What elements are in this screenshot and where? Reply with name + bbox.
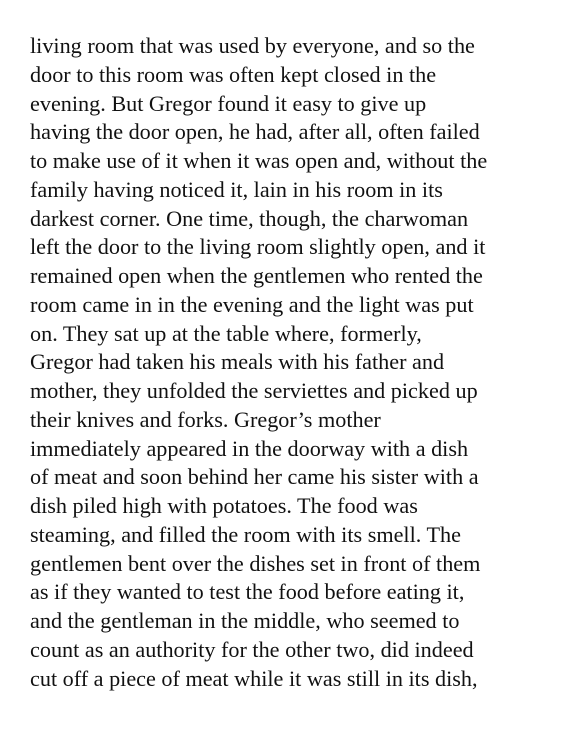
- document-page: [30, 32, 560, 693]
- text-line: Gregor had taken his meals with his father and: [30, 349, 445, 375]
- text-line: immediately appeared in the doorway with a dish: [30, 435, 469, 461]
- text-line: gentlemen bent over the dishes set in front of them: [30, 550, 481, 576]
- text-line: as if they wanted to test the food before eating it,: [30, 579, 465, 605]
- text-line: room came in in the evening and the light was put: [30, 291, 474, 317]
- text-line: door to this room was often kept closed in the: [30, 61, 437, 87]
- text-line: their knives and forks. Gregor’s mother: [30, 406, 381, 432]
- text-line: and the gentleman in the middle, who seemed to: [30, 608, 460, 633]
- text-line: count as an authority for the other two, did indeed: [30, 636, 474, 662]
- body-text: [30, 32, 560, 693]
- text-line: remained open when the gentlemen who rented the: [30, 263, 483, 288]
- text-line: mother, they unfolded the serviettes and picked up: [30, 378, 478, 403]
- text-line: having the door open, he had, after all, often failed: [30, 119, 480, 145]
- text-line: darkest corner. One time, though, the charwoman: [30, 205, 469, 231]
- text-line: left the door to the living room slightly open, and it: [30, 234, 486, 260]
- text-line: living room that was used by everyone, and so the: [30, 33, 475, 58]
- text-line: to make use of it when it was open and, without the: [30, 148, 488, 173]
- text-line: steaming, and filled the room with its smell. The: [30, 521, 461, 547]
- text-line: cut off a piece of meat while it was still in its dish,: [30, 665, 478, 691]
- text-line: of meat and soon behind her came his sister with a: [30, 464, 479, 490]
- text-line: dish piled high with potatoes. The food was: [30, 493, 418, 518]
- text-line: evening. But Gregor found it easy to give up: [30, 90, 427, 116]
- text-line: family having noticed it, lain in his room in its: [30, 176, 443, 202]
- text-line: on. They sat up at the table where, formerly,: [30, 320, 422, 346]
